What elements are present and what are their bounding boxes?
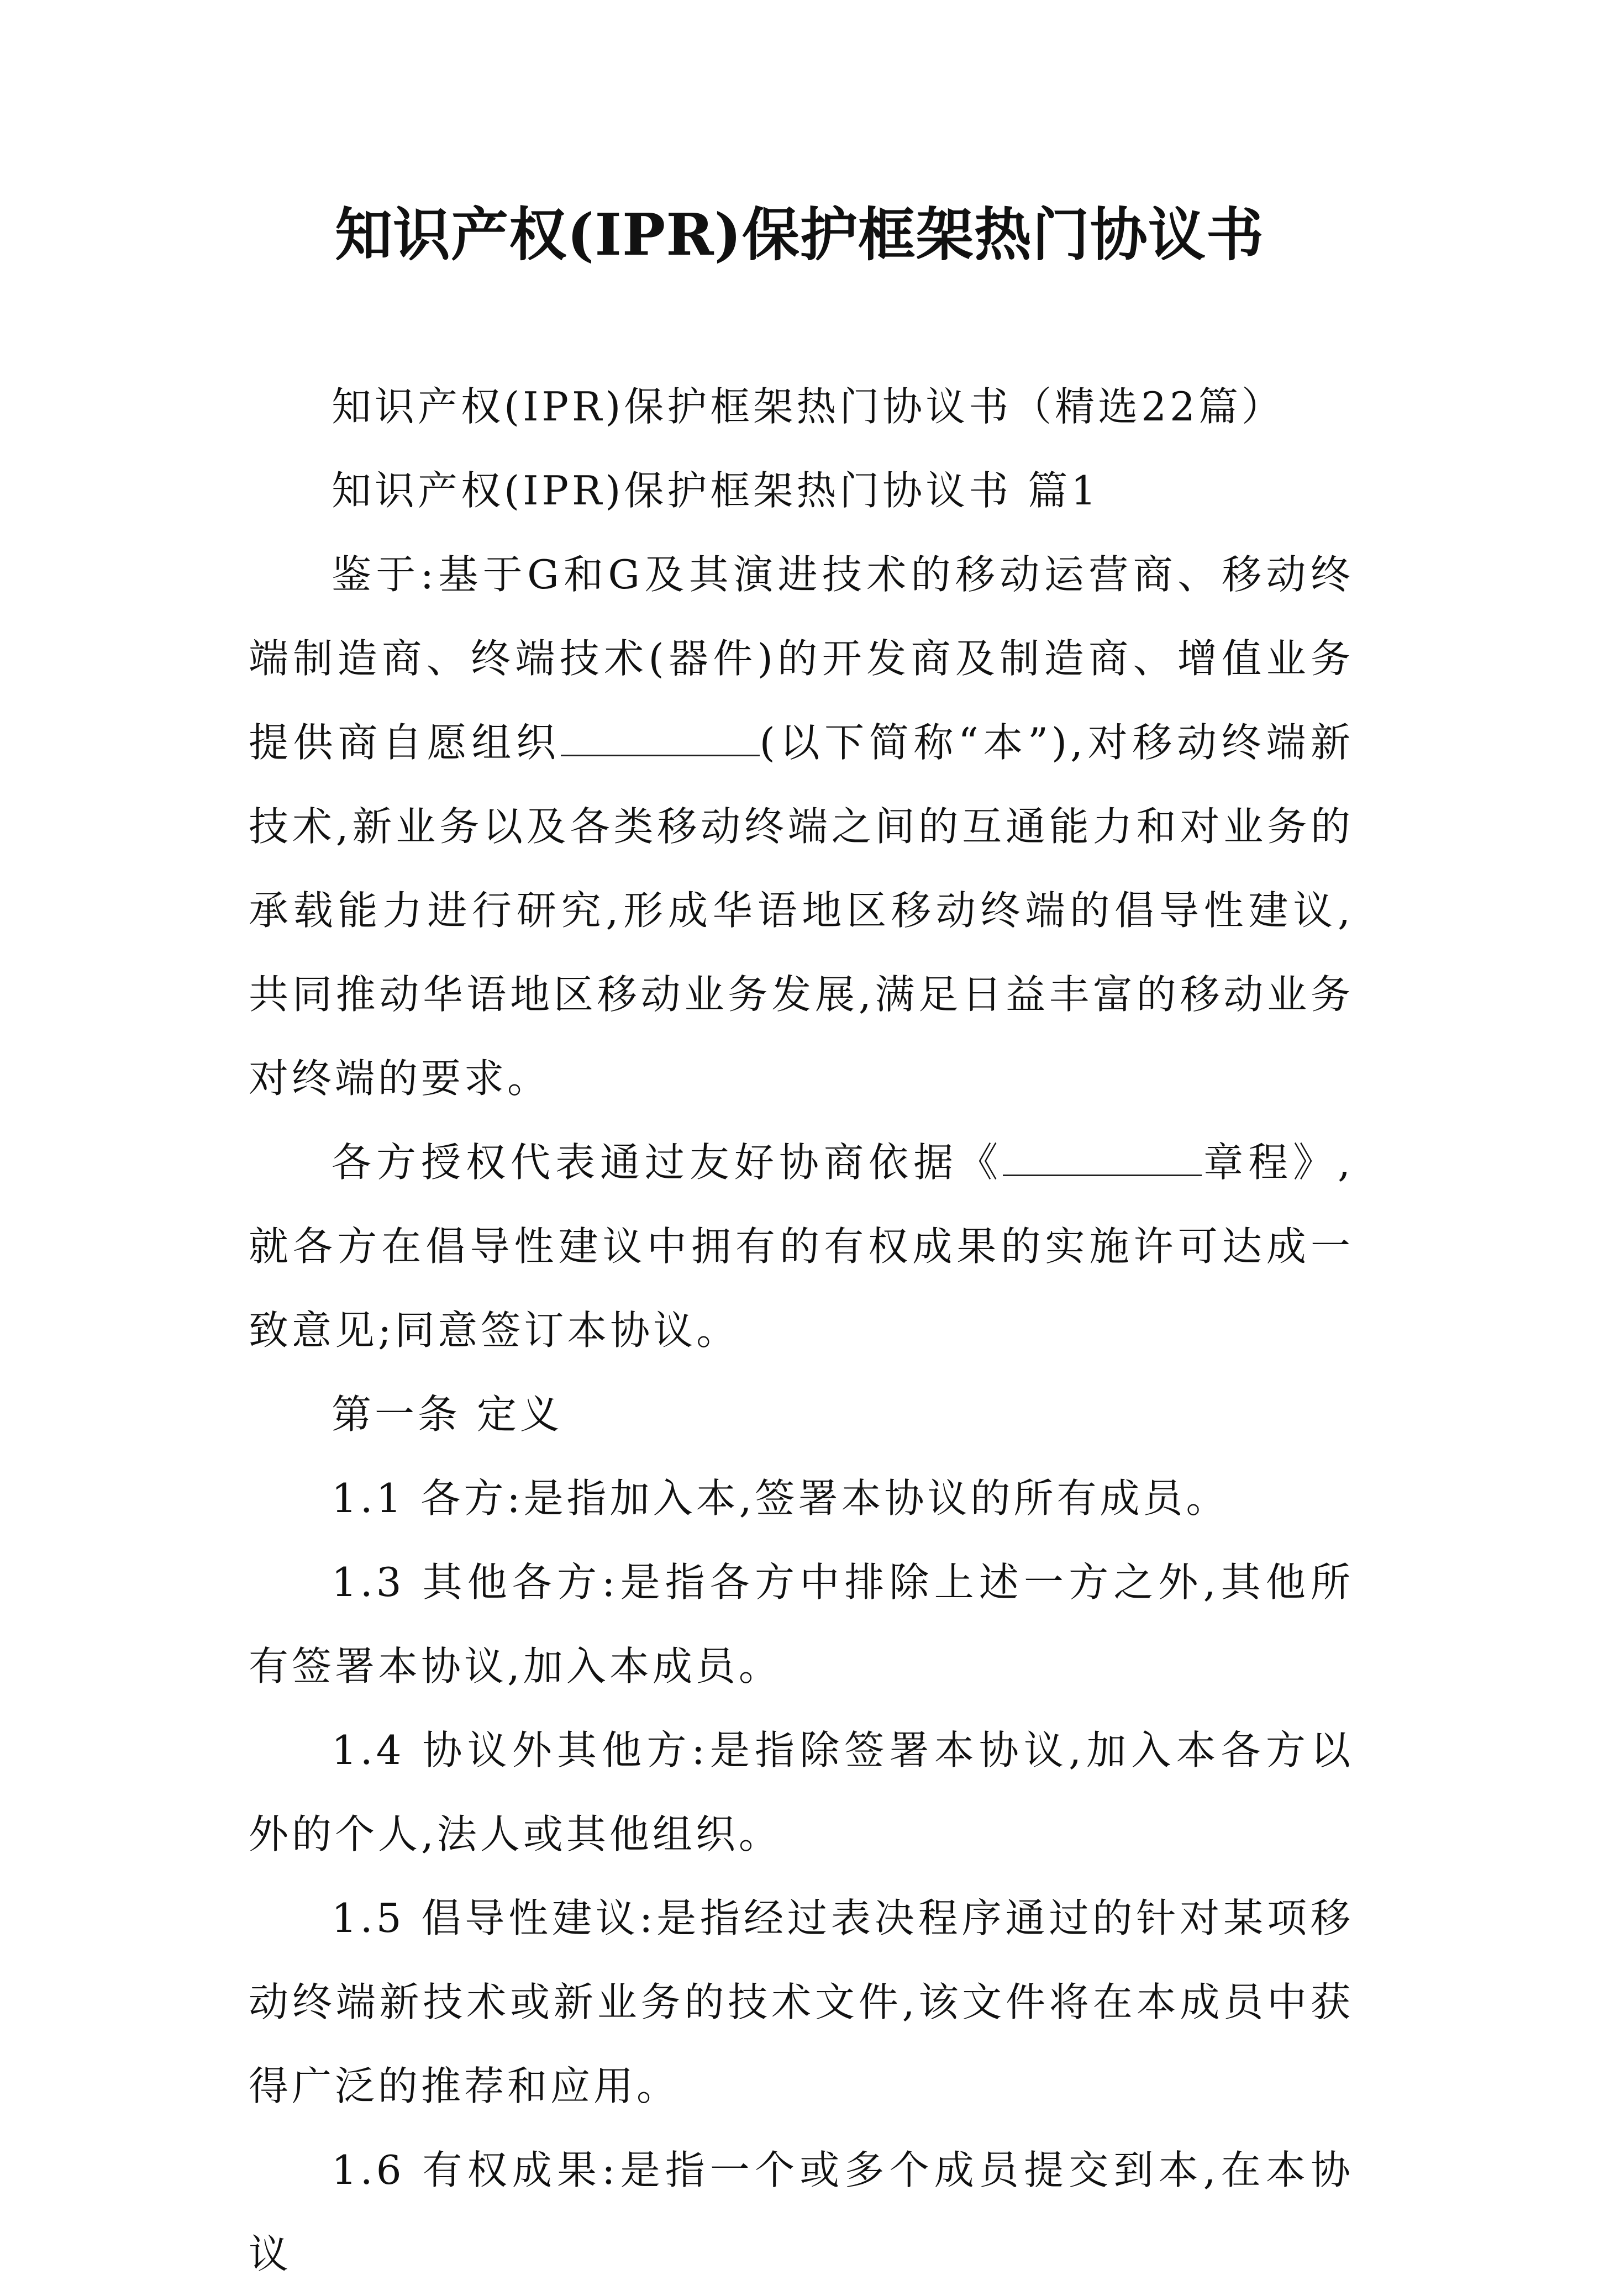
document-body <box>249 365 1354 2296</box>
section-heading: 知识产权(IPR)保护框架热门协议书 篇1 <box>332 467 1100 514</box>
document-title: 知识产权(IPR)保护框架热门协议书 <box>335 201 1264 268</box>
definition-1-4: 1.4 协议外其他方:是指除签署本协议,加入本各方以外的个人,法人或其他组织。 <box>249 1727 1354 1857</box>
parties-text-part2: 章程》,就各方在倡导性建议中拥有的有权成果的实施许可达成一致意见;同意签订本协议。 <box>249 1139 1354 1354</box>
definition-1-3: 1.3 其他各方:是指各方中排除上述一方之外,其他所有签署本协议,加入本成员。 <box>249 1559 1354 1689</box>
whereas-text-part1: 鉴于:基于G和G及其演进技术的移动运营商、移动终端制造商、终端技术(器件)的开发商及制造商、增值业务提供商自愿组织 <box>249 551 1354 766</box>
whereas-text-part2: (以下简称“本”),对移动终端新技术,新业务以及各类移动终端之间的互通能力和对业务的承载能力进行研究,形成华语地区移动终端的倡导性建议,共同推动华语地区移动业务发展,满足日益丰富的移动业务对终端的要求。 <box>249 719 1354 1102</box>
whereas-paragraph <box>249 533 1354 1120</box>
organization-name-blank <box>561 722 760 756</box>
parties-text-part1: 各方授权代表通过友好协商依据《 <box>332 1139 1003 1186</box>
parties-paragraph <box>249 1120 1354 1372</box>
subtitle: 知识产权(IPR)保护框架热门协议书（精选22篇） <box>332 383 1285 430</box>
definition-1-6: 1.6 有权成果:是指一个或多个成员提交到本,在本协议 <box>249 2147 1354 2277</box>
definition-1-5: 1.5 倡导性建议:是指经过表决程序通过的针对某项移动终端新技术或新业务的技术文件,该文件将在本成员中获得广泛的推荐和应用。 <box>249 1895 1354 2109</box>
definition-1-1: 1.1 各方:是指加入本,签署本协议的所有成员。 <box>332 1475 1229 1521</box>
charter-name-blank <box>1003 1141 1202 1176</box>
article-1-heading: 第一条 定义 <box>332 1391 563 1437</box>
